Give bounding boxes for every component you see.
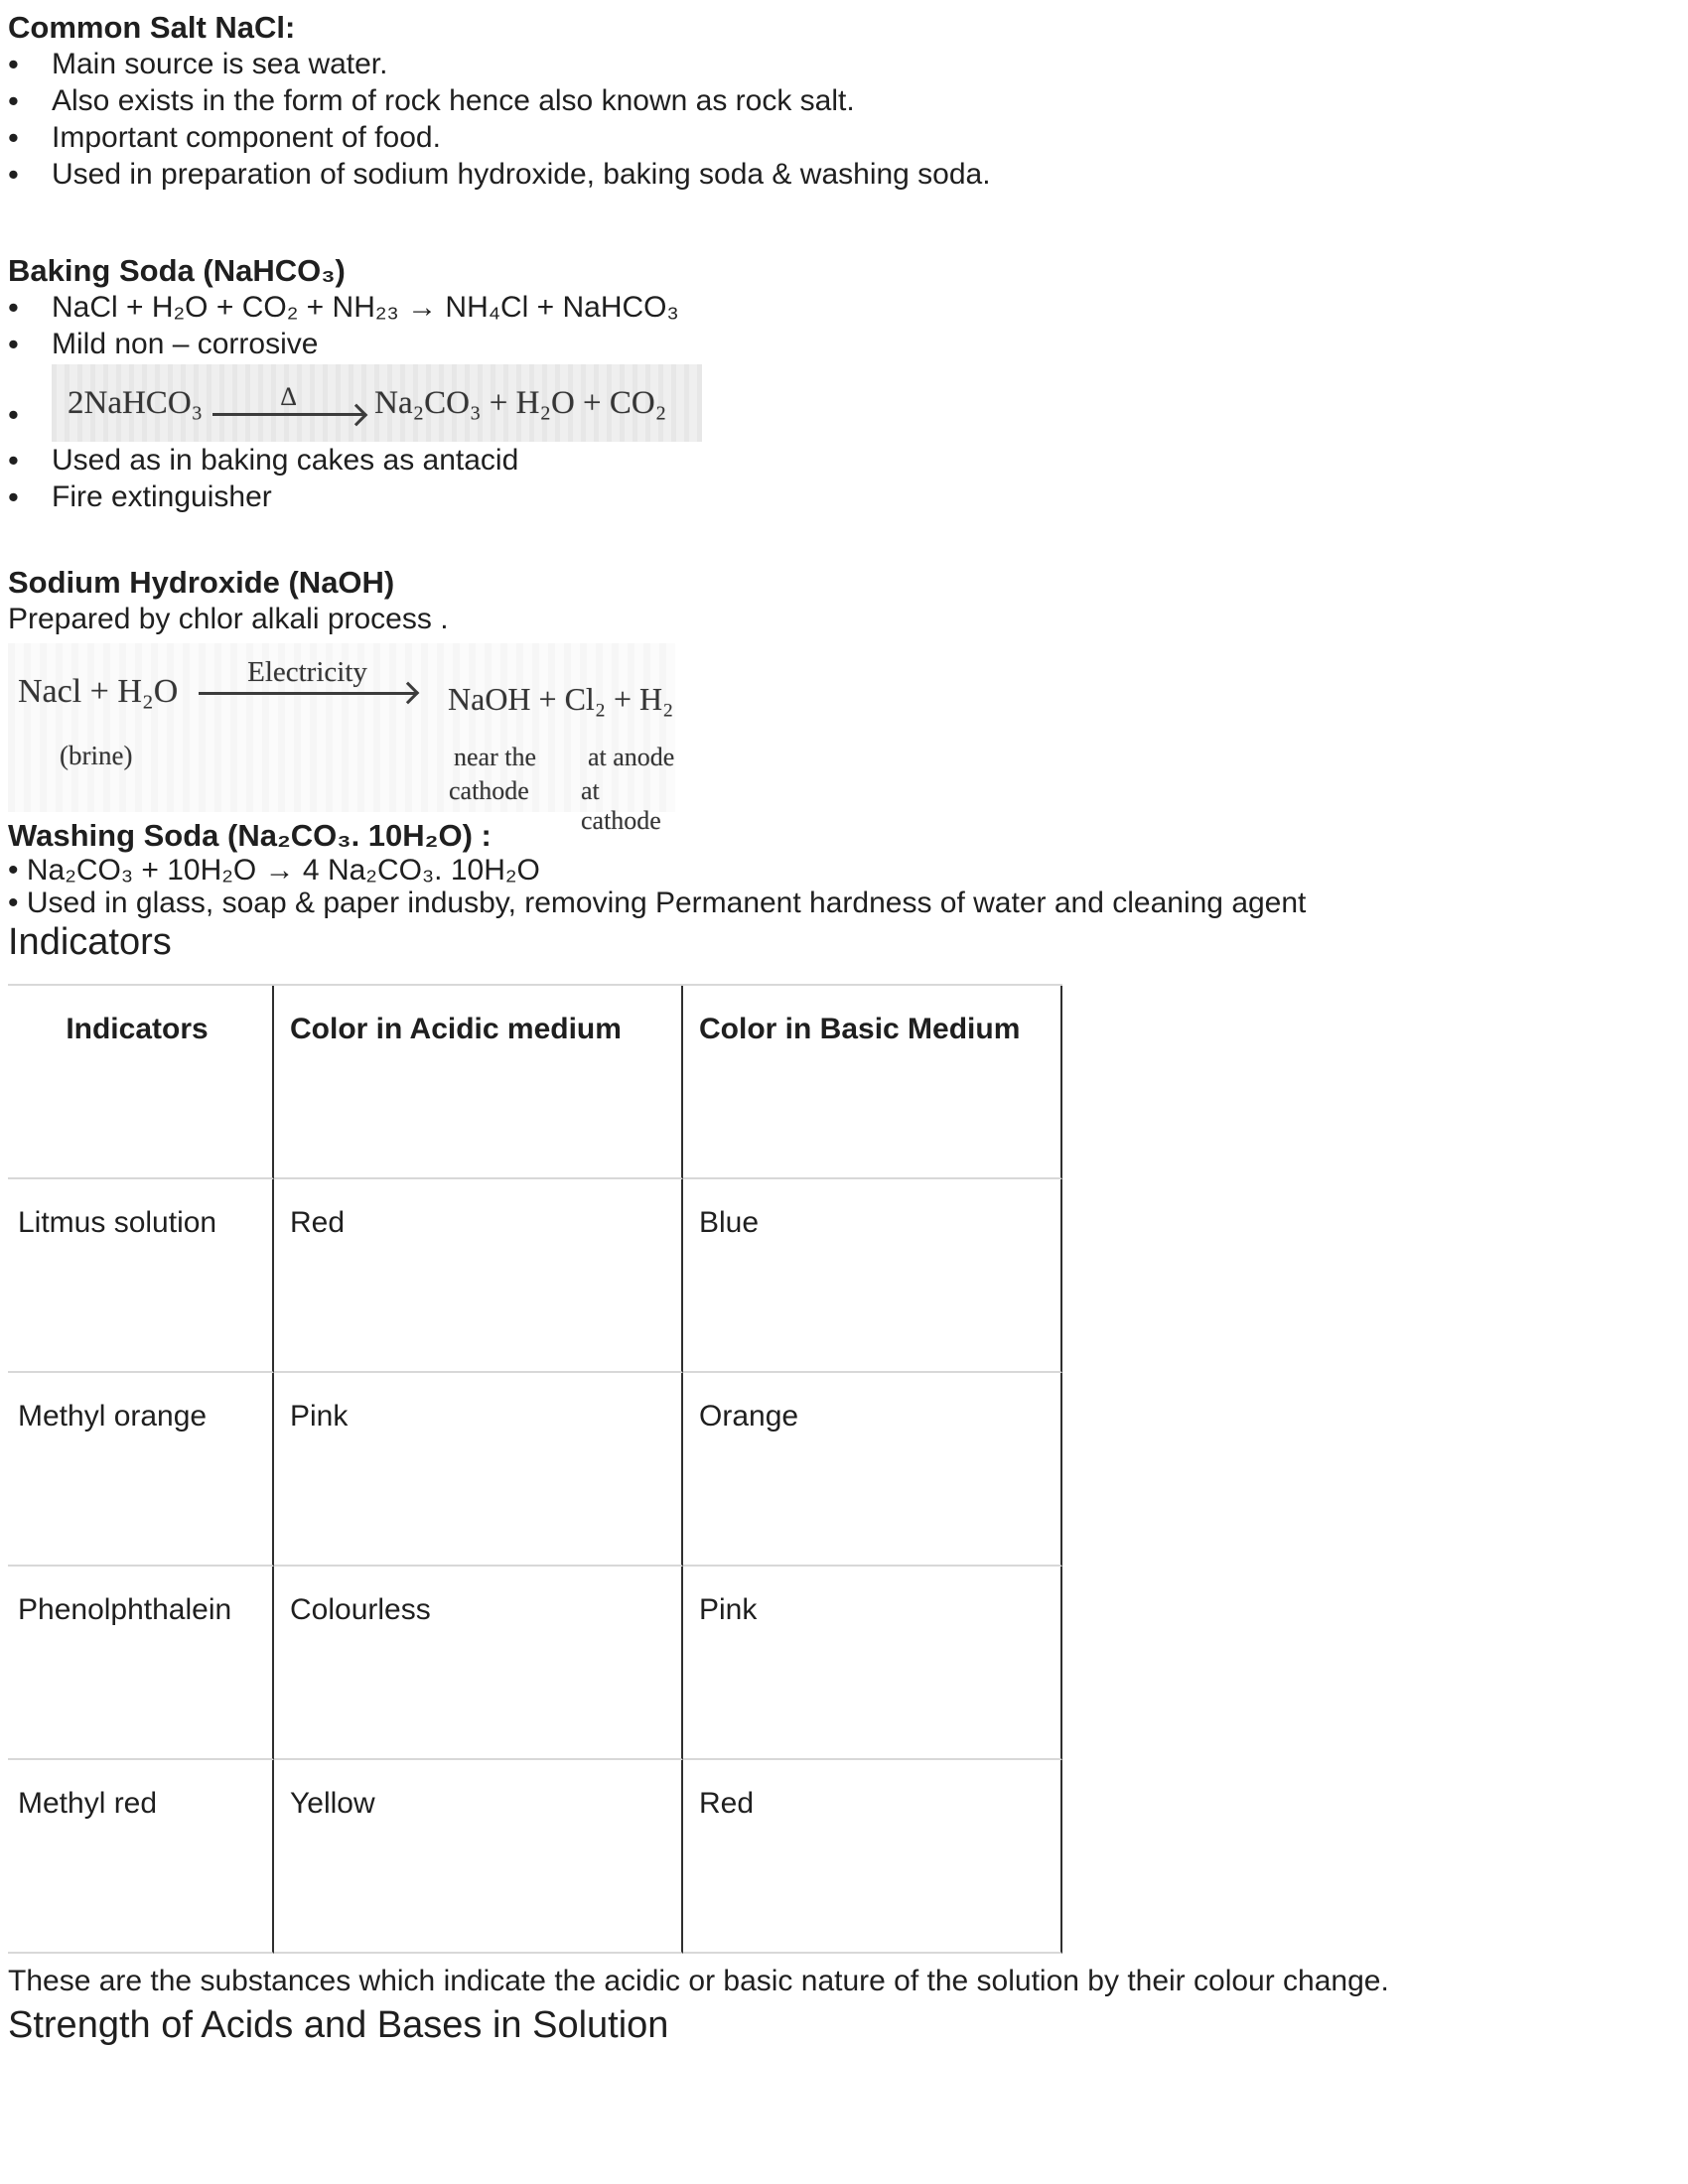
cathode-note-line2: cathode [449,776,529,805]
table-header-indicators: Indicators [8,986,274,1179]
baking-soda-equation-list [8,289,1678,442]
sodium-hydroxide-subtitle: Prepared by chlor alkali process . [8,603,449,635]
anode-note-line1: at anode [588,743,675,771]
bullet-item: • NaCl + H₂O + CO₂ + NH₂₃ → NH₄Cl + NaHCO₃ [8,289,1678,326]
anode-note-line2: at cathode [581,776,661,835]
bullet-item: • Used as in baking cakes as antacid [8,442,1678,478]
inline-bullet-line: • Na₂CO₃ + 10H₂O → 4 Na₂CO₃. 10H₂O [8,854,540,887]
common-salt-bullet-list [8,46,1678,193]
section-heading-common-salt: Common Salt NaCl: [8,10,296,45]
section-heading-washing-soda: Washing Soda (Na₂CO₃. 10H₂O) : [8,818,492,853]
table-cell: Yellow [274,1760,683,1954]
section-heading-sodium-hydroxide: Sodium Hydroxide (NaOH) [8,565,395,600]
reaction-arrow [212,381,364,423]
brine-note: (brine) [60,741,133,770]
table-cell: Colourless [274,1567,683,1760]
section-title-indicators: Indicators [8,921,172,963]
table-row [8,1373,1062,1567]
bullet-item: • Used in preparation of sodium hydroxide, baking soda & washing soda. [8,156,1678,193]
electricity-label: Electricity [247,656,367,688]
reaction-arrow [199,657,416,701]
equation-rhs: NaOH + Cl₂ + H₂ [448,681,674,717]
table-header-acidic: Color in Acidic medium [274,986,683,1179]
indicators-table [8,984,1062,1954]
table-cell: Blue [683,1179,1062,1373]
table-cell: Red [683,1760,1062,1954]
section-heading-baking-soda: Baking Soda (NaHCO₃) [8,253,346,288]
table-cell: Orange [683,1373,1062,1567]
table-cell: Methyl orange [8,1373,274,1567]
bullet-item: • Important component of food. [8,119,1678,156]
table-cell: Methyl red [8,1760,274,1954]
baking-soda-equation-image: • 2NaHCO₃ Δ Na₂CO₃ + H₂O + CO₂ [52,364,702,442]
baking-soda-usage-list [8,442,1678,515]
reaction-arrow-icon [212,407,364,423]
bullet-item: • Main source is sea water. [8,46,1678,82]
table-cell: Pink [274,1373,683,1567]
table-header-basic: Color in Basic Medium [683,986,1062,1179]
table-cell: Pink [683,1567,1062,1760]
chlor-alkali-equation-image [8,643,675,835]
section-title-strength: Strength of Acids and Bases in Solution [8,2004,669,2046]
bullet-item: • Fire extinguisher [8,478,1678,515]
table-row [8,1760,1062,1954]
bullet-item-equation-image [8,362,1678,442]
table-cell: Phenolphthalein [8,1567,274,1760]
equation-lhs: Nacl + H₂O [18,673,179,710]
indicators-note: These are the substances which indicate the acidic or basic nature of the solution by their colour change. [8,1965,1389,1997]
reaction-arrow-icon [199,685,416,701]
table-cell: Red [274,1179,683,1373]
table-cell: Litmus solution [8,1179,274,1373]
delta-symbol: Δ [280,381,298,411]
bullet-item: • Mild non – corrosive [8,326,1678,362]
inline-bullet-line: • Used in glass, soap & paper indusby, removing Permanent hardness of water and cleaning agent [8,887,1307,919]
bullet-item: • Also exists in the form of rock hence also known as rock salt. [8,82,1678,119]
table-row [8,1179,1062,1373]
table-header-row [8,986,1062,1179]
cathode-note-line1: near the [454,743,537,771]
table-row [8,1567,1062,1760]
